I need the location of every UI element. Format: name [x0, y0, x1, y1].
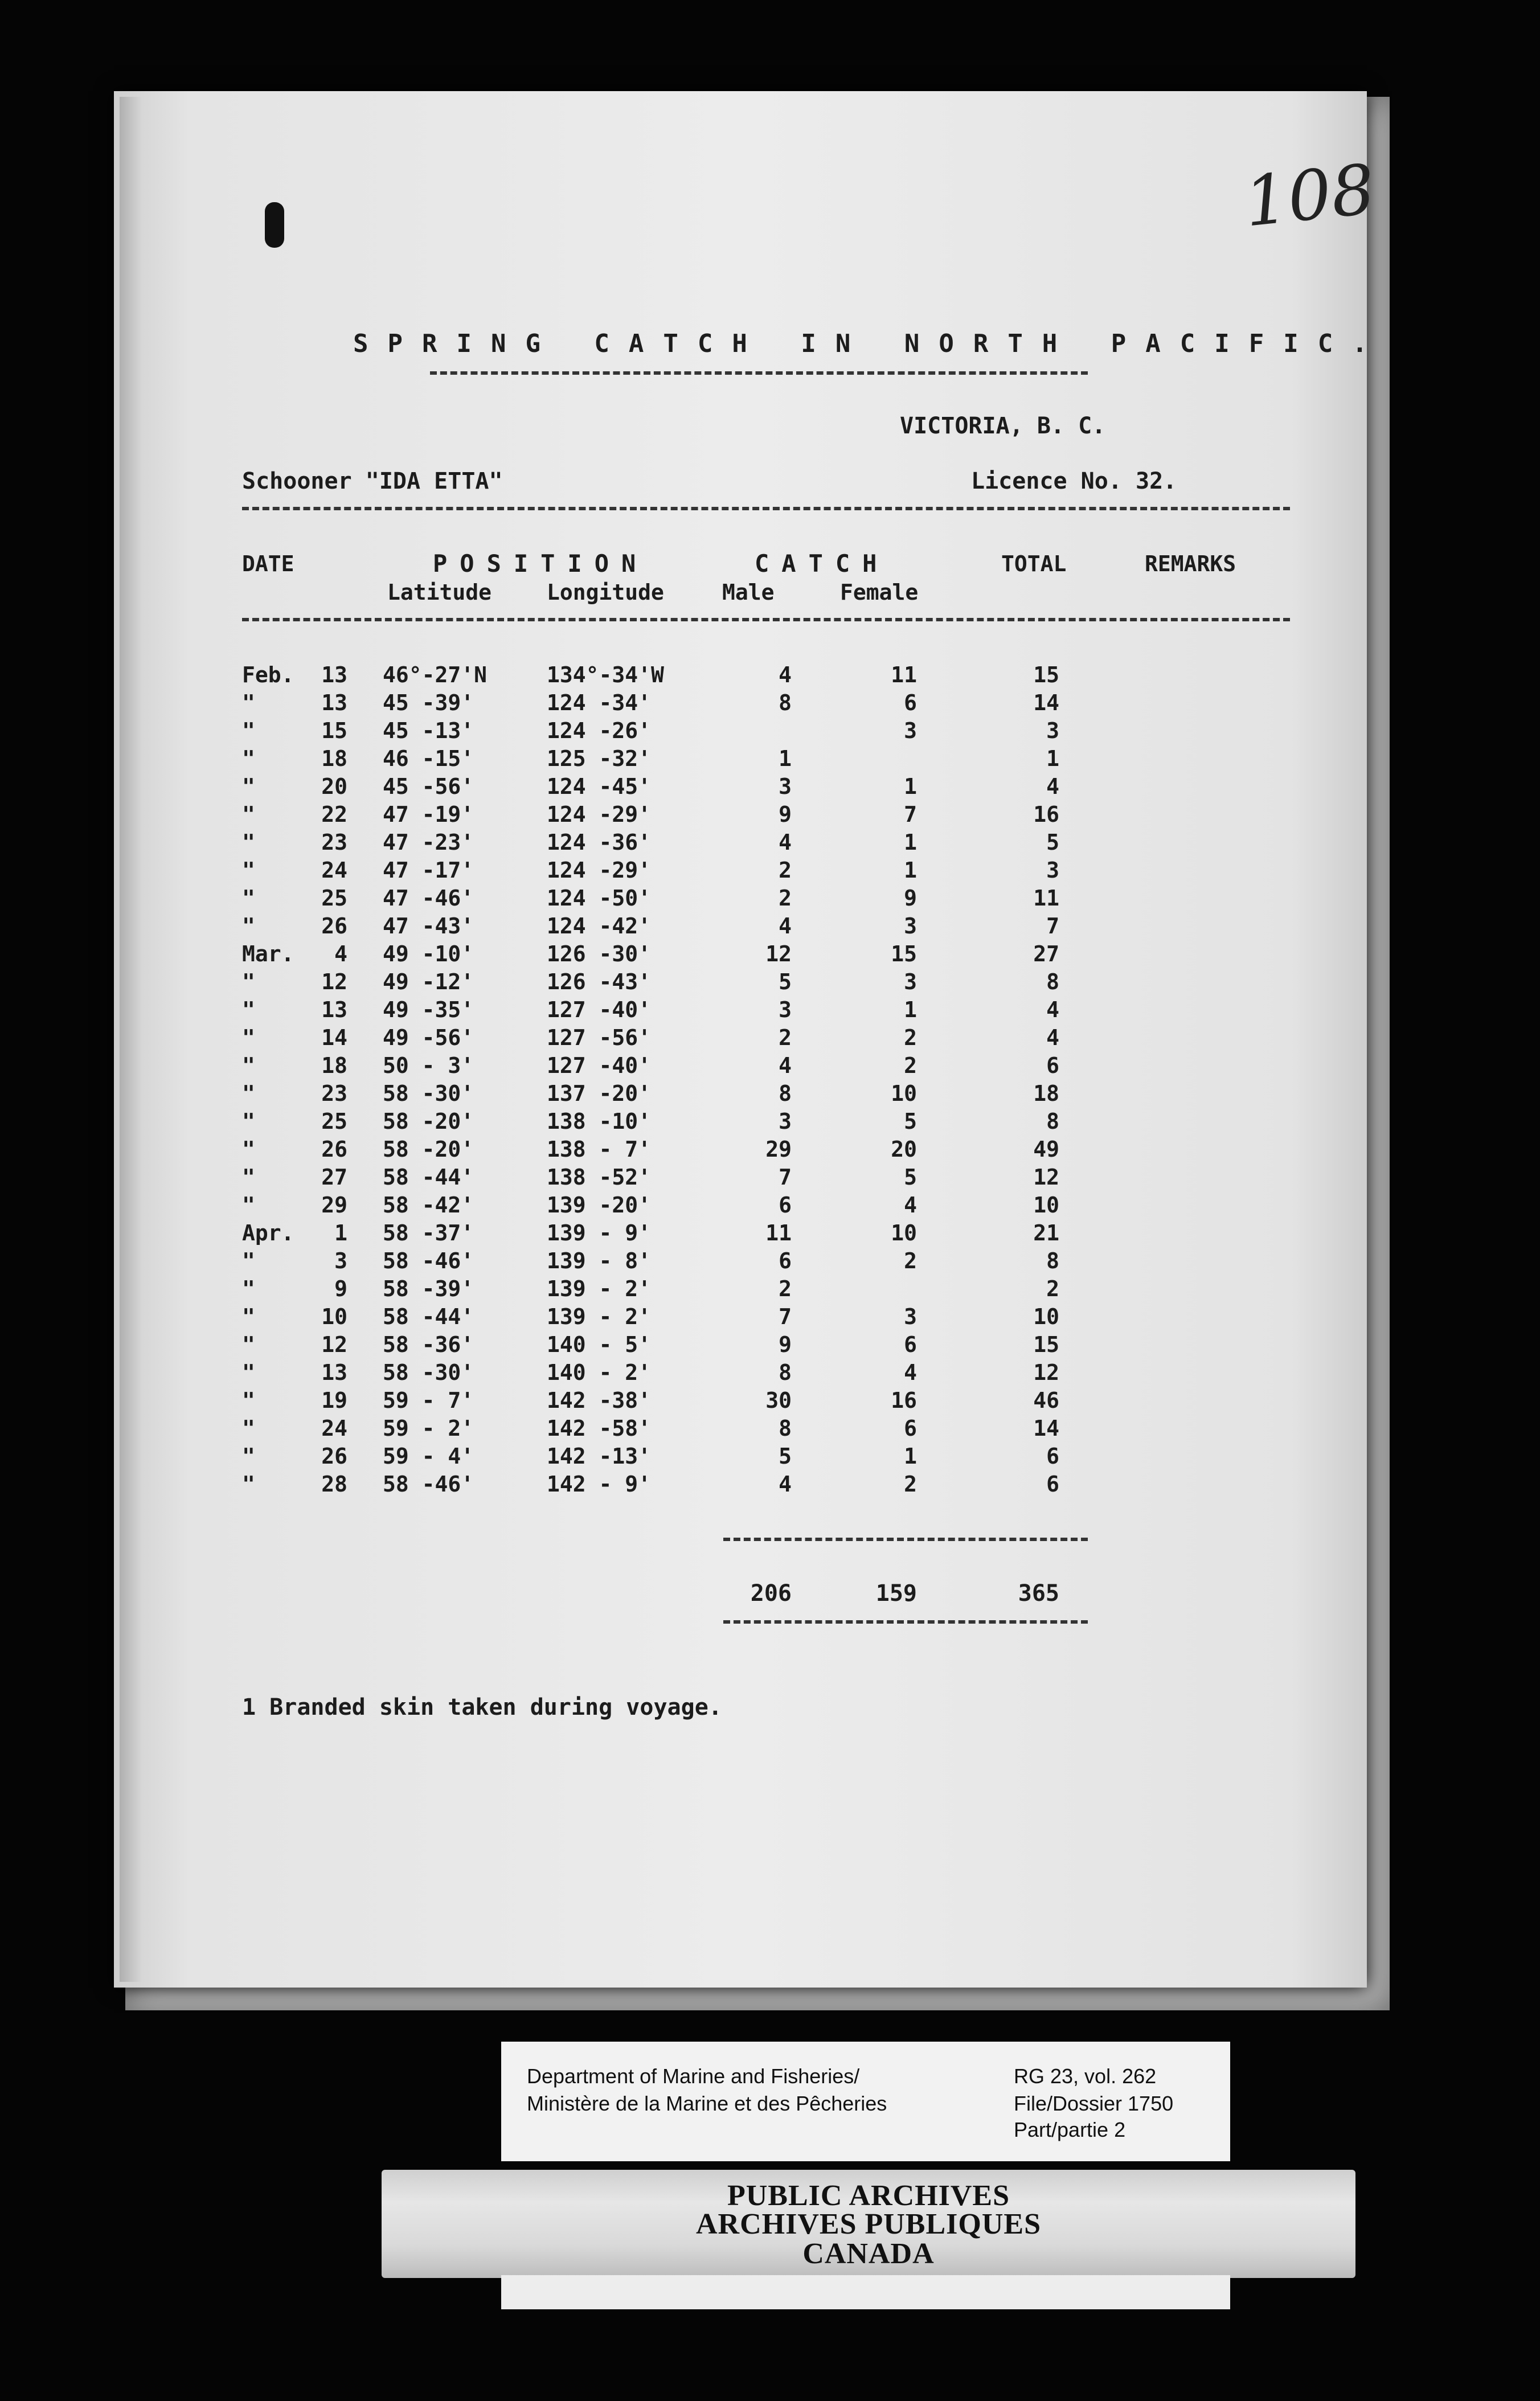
row-female: 16 [891, 1388, 917, 1413]
row-longitude: 142 -13' [547, 1444, 652, 1469]
row-male: 2 [779, 858, 792, 883]
table-row [0, 886, 1253, 913]
row-latitude: 49 -35' [383, 997, 474, 1022]
row-month: " [242, 913, 255, 939]
archive-reference-label [501, 2042, 1230, 2161]
row-latitude: 46 -15' [383, 746, 474, 771]
row-female: 2 [904, 1472, 917, 1497]
row-month: " [242, 718, 255, 743]
row-female: 5 [904, 1165, 917, 1190]
row-longitude: 139 -20' [547, 1193, 652, 1218]
header-remarks: REMARKS [1145, 551, 1236, 576]
row-total: 6 [1046, 1472, 1059, 1497]
row-month: " [242, 997, 255, 1022]
row-latitude: 58 -20' [383, 1109, 474, 1134]
table-row [0, 1388, 1253, 1415]
row-female: 11 [891, 662, 917, 687]
row-female: 1 [904, 830, 917, 855]
table-row [0, 858, 1253, 885]
row-month: " [242, 1193, 255, 1218]
row-latitude: 45 -39' [383, 690, 474, 715]
row-longitude: 138 - 7' [547, 1137, 652, 1162]
row-total: 4 [1046, 1025, 1059, 1050]
row-month: " [242, 886, 255, 911]
row-latitude: 50 - 3' [383, 1053, 474, 1078]
row-longitude: 138 -10' [547, 1109, 652, 1134]
row-longitude: 142 -58' [547, 1416, 652, 1441]
row-day: 24 [321, 858, 347, 883]
table-row [0, 1416, 1253, 1443]
row-day: 23 [321, 1081, 347, 1106]
row-total: 21 [1033, 1220, 1059, 1245]
row-female: 2 [904, 1025, 917, 1050]
row-female: 9 [904, 886, 917, 911]
row-male: 9 [779, 802, 792, 827]
row-male: 1 [779, 746, 792, 771]
row-male: 3 [779, 1109, 792, 1134]
row-female: 15 [891, 941, 917, 966]
row-day: 28 [321, 1472, 347, 1497]
row-total: 11 [1033, 886, 1059, 911]
table-row [0, 1444, 1253, 1471]
row-male: 8 [779, 690, 792, 715]
total-female: 159 [875, 1580, 917, 1607]
row-latitude: 47 -43' [383, 913, 474, 939]
row-female: 2 [904, 1053, 917, 1078]
row-latitude: 47 -17' [383, 858, 474, 883]
table-row [0, 690, 1253, 718]
row-female: 3 [904, 913, 917, 939]
row-male: 7 [779, 1304, 792, 1329]
row-month: " [242, 1025, 255, 1050]
row-day: 18 [321, 1053, 347, 1078]
row-female: 1 [904, 997, 917, 1022]
row-total: 14 [1033, 690, 1059, 715]
row-day: 14 [321, 1025, 347, 1050]
row-total: 7 [1046, 913, 1059, 939]
row-day: 23 [321, 830, 347, 855]
row-longitude: 126 -43' [547, 969, 652, 994]
table-row [0, 1193, 1253, 1220]
header-position: POSITION [433, 550, 649, 577]
row-total: 4 [1046, 774, 1059, 799]
row-month: " [242, 1248, 255, 1273]
branded-skin-note: 1 Branded skin taken during voyage. [242, 1694, 722, 1720]
row-total: 8 [1046, 1109, 1059, 1134]
row-month: " [242, 802, 255, 827]
row-male: 5 [779, 969, 792, 994]
row-month: " [242, 1444, 255, 1469]
row-male: 12 [765, 941, 792, 966]
row-month: " [242, 858, 255, 883]
row-female: 3 [904, 718, 917, 743]
row-male: 30 [765, 1388, 792, 1413]
table-row [0, 662, 1253, 690]
row-latitude: 58 -20' [383, 1137, 474, 1162]
row-longitude: 127 -56' [547, 1025, 652, 1050]
row-month: " [242, 774, 255, 799]
row-day: 13 [321, 1360, 347, 1385]
row-longitude: 127 -40' [547, 1053, 652, 1078]
dept-en: Department of Marine and Fisheries/ [527, 2064, 860, 2088]
header-longitude: Longitude [547, 580, 664, 605]
row-latitude: 58 -30' [383, 1081, 474, 1106]
row-total: 8 [1046, 969, 1059, 994]
header-male: Male [722, 580, 775, 605]
table-row [0, 1276, 1253, 1304]
row-total: 3 [1046, 858, 1059, 883]
row-longitude: 137 -20' [547, 1081, 652, 1106]
row-female: 3 [904, 1304, 917, 1329]
row-male: 9 [779, 1332, 792, 1357]
row-total: 18 [1033, 1081, 1059, 1106]
row-female: 7 [904, 802, 917, 827]
folio-number: 108 [1240, 150, 1379, 243]
row-longitude: 124 -34' [547, 690, 652, 715]
table-row [0, 1165, 1253, 1192]
row-total: 49 [1033, 1137, 1059, 1162]
row-latitude: 49 -56' [383, 1025, 474, 1050]
row-longitude: 140 - 5' [547, 1332, 652, 1357]
row-month: Mar. [242, 941, 294, 966]
row-day: 19 [321, 1388, 347, 1413]
row-day: 13 [321, 690, 347, 715]
row-male: 4 [779, 662, 792, 687]
row-month: " [242, 1053, 255, 1078]
row-month: " [242, 1165, 255, 1190]
row-longitude: 124 -26' [547, 718, 652, 743]
row-latitude: 46°-27'N [383, 662, 488, 687]
row-longitude: 134°-34'W [547, 662, 664, 687]
row-longitude: 124 -50' [547, 886, 652, 911]
row-latitude: 58 -42' [383, 1193, 474, 1218]
row-female: 10 [891, 1081, 917, 1106]
row-male: 3 [779, 774, 792, 799]
row-longitude: 124 -36' [547, 830, 652, 855]
row-female: 2 [904, 1248, 917, 1273]
table-row [0, 997, 1253, 1025]
table-row [0, 1053, 1253, 1080]
row-month: " [242, 1416, 255, 1441]
stamp-line-2: ARCHIVES PUBLIQUES [695, 2208, 1042, 2240]
row-latitude: 58 -44' [383, 1304, 474, 1329]
row-male: 2 [779, 1025, 792, 1050]
table-row [0, 969, 1253, 997]
row-total: 6 [1046, 1053, 1059, 1078]
row-longitude: 139 - 2' [547, 1304, 652, 1329]
row-month: " [242, 746, 255, 771]
row-total: 8 [1046, 1248, 1059, 1273]
row-month: " [242, 969, 255, 994]
row-male: 4 [779, 913, 792, 939]
archives-stamp [382, 2170, 1355, 2278]
row-longitude: 124 -45' [547, 774, 652, 799]
row-latitude: 59 - 4' [383, 1444, 474, 1469]
row-total: 10 [1033, 1193, 1059, 1218]
row-longitude: 142 -38' [547, 1388, 652, 1413]
row-month: " [242, 1388, 255, 1413]
row-day: 3 [334, 1248, 347, 1273]
table-row [0, 1360, 1253, 1387]
row-day: 26 [321, 1444, 347, 1469]
row-longitude: 139 - 2' [547, 1276, 652, 1301]
row-total: 5 [1046, 830, 1059, 855]
row-day: 4 [334, 941, 347, 966]
row-total: 3 [1046, 718, 1059, 743]
row-male: 6 [779, 1193, 792, 1218]
row-female: 6 [904, 1332, 917, 1357]
row-month: " [242, 1472, 255, 1497]
header-rule-top [242, 507, 1290, 510]
row-day: 13 [321, 662, 347, 687]
row-day: 26 [321, 913, 347, 939]
row-male: 11 [765, 1220, 792, 1245]
row-total: 15 [1033, 1332, 1059, 1357]
row-longitude: 127 -40' [547, 997, 652, 1022]
row-female: 20 [891, 1137, 917, 1162]
row-month: " [242, 1304, 255, 1329]
row-female: 4 [904, 1360, 917, 1385]
row-latitude: 47 -19' [383, 802, 474, 827]
row-longitude: 142 - 9' [547, 1472, 652, 1497]
row-day: 10 [321, 1304, 347, 1329]
row-day: 12 [321, 1332, 347, 1357]
row-male: 3 [779, 997, 792, 1022]
row-longitude: 140 - 2' [547, 1360, 652, 1385]
row-latitude: 49 -12' [383, 969, 474, 994]
table-row [0, 1248, 1253, 1276]
row-female: 6 [904, 1416, 917, 1441]
row-latitude: 47 -46' [383, 886, 474, 911]
table-row [0, 830, 1253, 857]
table-row [0, 1472, 1253, 1499]
row-male: 5 [779, 1444, 792, 1469]
table-row [0, 1220, 1253, 1248]
row-month: " [242, 1081, 255, 1106]
row-day: 22 [321, 802, 347, 827]
row-latitude: 49 -10' [383, 941, 474, 966]
row-latitude: 45 -56' [383, 774, 474, 799]
row-month: " [242, 1360, 255, 1385]
header-catch: CATCH [755, 550, 890, 577]
row-latitude: 47 -23' [383, 830, 474, 855]
row-total: 46 [1033, 1388, 1059, 1413]
row-day: 15 [321, 718, 347, 743]
row-latitude: 58 -36' [383, 1332, 474, 1357]
row-male: 7 [779, 1165, 792, 1190]
table-row [0, 1304, 1253, 1331]
row-latitude: 58 -30' [383, 1360, 474, 1385]
row-day: 29 [321, 1193, 347, 1218]
table-row [0, 1081, 1253, 1108]
row-day: 18 [321, 746, 347, 771]
row-total: 10 [1033, 1304, 1059, 1329]
vessel-name: Schooner "IDA ETTA" [242, 468, 503, 494]
dept-fr: Ministère de la Marine et des Pêcheries [527, 2092, 887, 2115]
header-total: TOTAL [1001, 551, 1067, 576]
table-row [0, 774, 1253, 801]
table-row [0, 1332, 1253, 1359]
row-month: " [242, 1276, 255, 1301]
row-month: " [242, 830, 255, 855]
row-day: 1 [334, 1220, 347, 1245]
row-male: 2 [779, 886, 792, 911]
totals-rule-bottom [723, 1620, 1088, 1624]
row-female: 10 [891, 1220, 917, 1245]
row-latitude: 58 -46' [383, 1472, 474, 1497]
totals-rule-top [723, 1538, 1088, 1541]
row-male: 4 [779, 830, 792, 855]
row-female: 6 [904, 690, 917, 715]
row-total: 12 [1033, 1165, 1059, 1190]
header-latitude: Latitude [387, 580, 492, 605]
row-total: 27 [1033, 941, 1059, 966]
row-female: 3 [904, 969, 917, 994]
row-latitude: 59 - 2' [383, 1416, 474, 1441]
row-day: 27 [321, 1165, 347, 1190]
row-day: 25 [321, 886, 347, 911]
header-female: Female [840, 580, 919, 605]
row-longitude: 139 - 8' [547, 1248, 652, 1273]
row-month: Feb. [242, 662, 294, 687]
row-male: 4 [779, 1472, 792, 1497]
row-total: 15 [1033, 662, 1059, 687]
table-row [0, 718, 1253, 745]
row-day: 9 [334, 1276, 347, 1301]
row-female: 1 [904, 858, 917, 883]
totals-row [0, 1580, 1253, 1608]
punch-hole [265, 202, 284, 248]
row-total: 16 [1033, 802, 1059, 827]
row-male: 8 [779, 1360, 792, 1385]
row-month: " [242, 690, 255, 715]
row-day: 26 [321, 1137, 347, 1162]
row-latitude: 45 -13' [383, 718, 474, 743]
row-male: 2 [779, 1276, 792, 1301]
row-female: 1 [904, 774, 917, 799]
ref-file: File/Dossier 1750 [1014, 2092, 1174, 2115]
header-rule-bottom [242, 618, 1290, 621]
row-male: 8 [779, 1416, 792, 1441]
row-total: 1 [1046, 746, 1059, 771]
total-grand: 365 [1018, 1580, 1059, 1607]
stamp-line-1: PUBLIC ARCHIVES [727, 2179, 1010, 2212]
row-longitude: 125 -32' [547, 746, 652, 771]
row-male: 8 [779, 1081, 792, 1106]
row-longitude: 139 - 9' [547, 1220, 652, 1245]
table-row [0, 1137, 1253, 1164]
row-longitude: 124 -29' [547, 802, 652, 827]
title-underline [430, 371, 1088, 375]
total-male: 206 [750, 1580, 792, 1607]
row-male: 6 [779, 1248, 792, 1273]
table-row [0, 1109, 1253, 1136]
row-total: 14 [1033, 1416, 1059, 1441]
row-month: " [242, 1332, 255, 1357]
row-day: 20 [321, 774, 347, 799]
place-line: VICTORIA, B. C. [900, 413, 1106, 439]
row-month: " [242, 1137, 255, 1162]
row-longitude: 138 -52' [547, 1165, 652, 1190]
ref-part: Part/partie 2 [1014, 2118, 1126, 2141]
row-day: 12 [321, 969, 347, 994]
row-male: 4 [779, 1053, 792, 1078]
row-latitude: 59 - 7' [383, 1388, 474, 1413]
row-longitude: 126 -30' [547, 941, 652, 966]
header-date: DATE [242, 551, 294, 576]
row-total: 12 [1033, 1360, 1059, 1385]
row-female: 4 [904, 1193, 917, 1218]
row-latitude: 58 -37' [383, 1220, 474, 1245]
document-title: SPRING CATCH IN NORTH PACIFIC. [353, 329, 1387, 358]
table-row [0, 802, 1253, 829]
row-total: 2 [1046, 1276, 1059, 1301]
row-month: " [242, 1109, 255, 1134]
row-latitude: 58 -39' [383, 1276, 474, 1301]
row-longitude: 124 -29' [547, 858, 652, 883]
licence-number: Licence No. 32. [971, 468, 1177, 494]
row-female: 5 [904, 1109, 917, 1134]
row-total: 4 [1046, 997, 1059, 1022]
row-latitude: 58 -44' [383, 1165, 474, 1190]
row-day: 13 [321, 997, 347, 1022]
row-day: 24 [321, 1416, 347, 1441]
table-row [0, 746, 1253, 773]
table-row [0, 941, 1253, 969]
row-female: 1 [904, 1444, 917, 1469]
stamp-line-3: CANADA [802, 2238, 935, 2270]
row-longitude: 124 -42' [547, 913, 652, 939]
row-total: 6 [1046, 1444, 1059, 1469]
table-row [0, 913, 1253, 941]
stamp-base-strip [501, 2275, 1230, 2309]
row-male: 29 [765, 1137, 792, 1162]
row-latitude: 58 -46' [383, 1248, 474, 1273]
row-day: 25 [321, 1109, 347, 1134]
ref-volume: RG 23, vol. 262 [1014, 2064, 1157, 2088]
table-row [0, 1025, 1253, 1052]
row-month: Apr. [242, 1220, 294, 1245]
